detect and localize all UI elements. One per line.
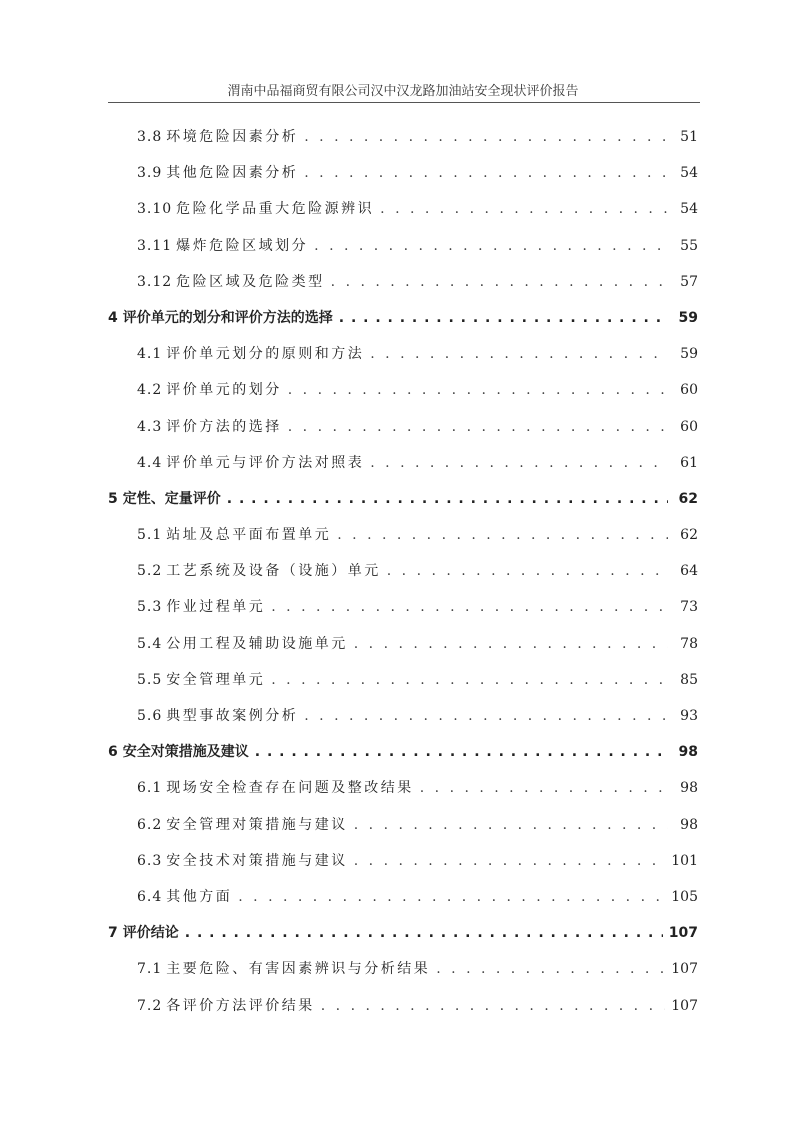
toc-section-entry[interactable] [0,379,800,415]
toc-entry-page: 93 [680,708,698,724]
toc-entry-title: 危险化学品重大危险源辨识 [176,201,375,218]
toc-dot-leader [420,780,668,796]
toc-dot-leader [354,853,666,869]
toc-section-entry[interactable] [0,705,800,741]
toc-chapter-entry[interactable] [0,488,800,524]
toc-dot-leader [370,346,668,362]
toc-entry-number: 3.8 [137,129,163,145]
toc-entry-number: 3.12 [137,273,173,290]
toc-section-entry[interactable] [0,416,800,452]
toc-dot-leader [271,599,668,615]
toc-entry-page: 105 [671,888,698,905]
toc-entry-title: 安全管理单元 [166,671,266,688]
toc-dot-leader [370,455,668,471]
toc-dot-leader [321,998,666,1014]
toc-section-entry[interactable] [0,886,800,922]
toc-entry-title: 其他方面 [166,888,233,905]
toc-section-entry[interactable] [0,271,800,307]
toc-entry-number: 6.2 [137,816,163,833]
toc-entry-number: 5 [108,490,119,507]
toc-dot-leader [238,889,665,905]
toc-section-entry[interactable] [0,524,800,560]
toc-entry-number: 4 [108,309,119,326]
toc-dot-leader [314,238,668,254]
toc-entry-title: 各评价方法评价结果 [166,997,315,1014]
toc-section-entry[interactable] [0,777,800,813]
toc-entry-title: 评价单元的划分和评价方法的选择 [122,309,333,326]
toc-entry-title: 评价单元与评价方法对照表 [166,454,365,471]
toc-entry-page: 60 [680,382,698,399]
toc-dot-leader [337,527,668,543]
toc-entry-title: 站址及总平面布置单元 [166,527,332,544]
toc-entry-page: 59 [680,346,698,363]
toc-dot-leader [185,925,663,941]
toc-entry-page: 73 [680,599,698,616]
toc-section-entry[interactable] [0,198,800,234]
toc-entry-number: 6.3 [137,852,163,869]
toc-chapter-entry[interactable] [0,741,800,777]
toc-entry-page: 78 [680,635,698,652]
toc-entry-page: 107 [668,925,698,942]
toc-entry-title: 典型事故案例分析 [166,708,299,724]
toc-entry-page: 59 [678,309,698,326]
toc-dot-leader [380,201,668,217]
toc-entry-number: 5.2 [137,563,163,580]
toc-entry-title: 公用工程及辅助设施单元 [166,635,348,652]
toc-dot-leader [331,274,668,290]
toc-section-entry[interactable] [0,235,800,271]
toc-entry-title: 工艺系统及设备（设施）单元 [166,563,381,580]
toc-section-entry[interactable] [0,596,800,632]
toc-entry-title: 其他危险因素分析 [166,165,299,182]
toc-entry-number: 4.3 [137,418,163,435]
toc-entry-page: 98 [678,744,698,761]
toc-entry-number: 5.6 [137,708,163,724]
toc-entry-number: 4.4 [137,454,163,471]
toc-entry-number: 3.11 [137,237,173,254]
toc-entry-page: 85 [680,671,698,688]
toc-entry-number: 6 [108,744,119,761]
toc-entry-page: 54 [680,165,698,182]
toc-section-entry[interactable] [0,995,800,1031]
toc-entry-title: 环境危险因素分析 [166,129,299,145]
toc-dot-leader [304,165,668,181]
toc-entry-number: 4.1 [137,346,163,363]
toc-entry-number: 6.4 [137,888,163,905]
toc-dot-leader [227,491,668,507]
toc-entry-title: 评价单元的划分 [166,382,282,399]
toc-entry-number: 7.1 [137,961,163,978]
toc-entry-page: 51 [680,129,698,145]
table-of-contents [0,126,800,1031]
toc-entry-page: 107 [671,961,698,978]
toc-dot-leader [387,563,668,579]
toc-entry-number: 5.1 [137,527,163,544]
toc-section-entry[interactable] [0,343,800,379]
toc-entry-title: 安全技术对策措施与建议 [166,852,348,869]
toc-dot-leader [354,636,668,652]
toc-entry-title: 主要危险、有害因素辨识与分析结果 [166,961,431,978]
toc-entry-page: 60 [680,418,698,435]
toc-section-entry[interactable] [0,850,800,886]
toc-section-entry[interactable] [0,126,800,162]
toc-entry-page: 101 [671,852,698,869]
toc-entry-number: 3.9 [137,165,163,182]
toc-entry-number: 6.1 [137,780,163,797]
toc-entry-page: 107 [671,997,698,1014]
toc-dot-leader [304,708,668,724]
toc-section-entry[interactable] [0,669,800,705]
toc-entry-title: 评价结论 [122,925,179,942]
toc-entry-number: 5.3 [137,599,163,616]
toc-chapter-entry[interactable] [0,922,800,958]
toc-entry-page: 61 [680,454,698,471]
toc-entry-number: 4.2 [137,382,163,399]
toc-entry-title: 安全对策措施及建议 [122,744,249,761]
toc-dot-leader [436,961,665,977]
toc-section-entry[interactable] [0,162,800,198]
toc-entry-number: 3.10 [137,201,173,218]
toc-entry-number: 7.2 [137,997,163,1014]
toc-section-entry[interactable] [0,452,800,488]
toc-entry-title: 评价单元划分的原则和方法 [166,346,365,363]
toc-chapter-entry[interactable] [0,307,800,343]
toc-section-entry[interactable] [0,633,800,669]
toc-dot-leader [304,129,668,145]
toc-dot-leader [288,382,668,398]
toc-entry-page: 62 [680,527,698,544]
toc-entry-page: 98 [680,780,698,797]
toc-dot-leader [339,310,668,326]
toc-dot-leader [354,817,668,833]
toc-section-entry[interactable] [0,814,800,850]
toc-entry-number: 7 [108,925,119,942]
toc-entry-title: 定性、定量评价 [122,490,221,507]
header-divider [108,102,700,103]
toc-dot-leader [288,419,668,435]
toc-entry-title: 作业过程单元 [166,599,266,616]
toc-entry-number: 5.4 [137,635,163,652]
toc-dot-leader [271,672,668,688]
toc-entry-title: 现场安全检查存在问题及整改结果 [166,780,414,797]
toc-dot-leader [255,744,668,760]
toc-entry-number: 5.5 [137,671,163,688]
toc-entry-page: 62 [678,490,698,507]
toc-entry-page: 57 [680,273,698,290]
toc-entry-title: 评价方法的选择 [166,418,282,435]
toc-entry-page: 64 [680,563,698,580]
toc-entry-page: 98 [680,816,698,833]
page-header: 渭南中品福商贸有限公司汉中汉龙路加油站安全现状评价报告 [227,84,579,99]
toc-entry-title: 危险区域及危险类型 [176,273,325,290]
toc-entry-title: 安全管理对策措施与建议 [166,816,348,833]
toc-section-entry[interactable] [0,958,800,994]
toc-entry-title: 爆炸危险区域划分 [176,237,309,254]
toc-entry-page: 54 [680,201,698,218]
toc-section-entry[interactable] [0,560,800,596]
toc-entry-page: 55 [680,237,698,254]
